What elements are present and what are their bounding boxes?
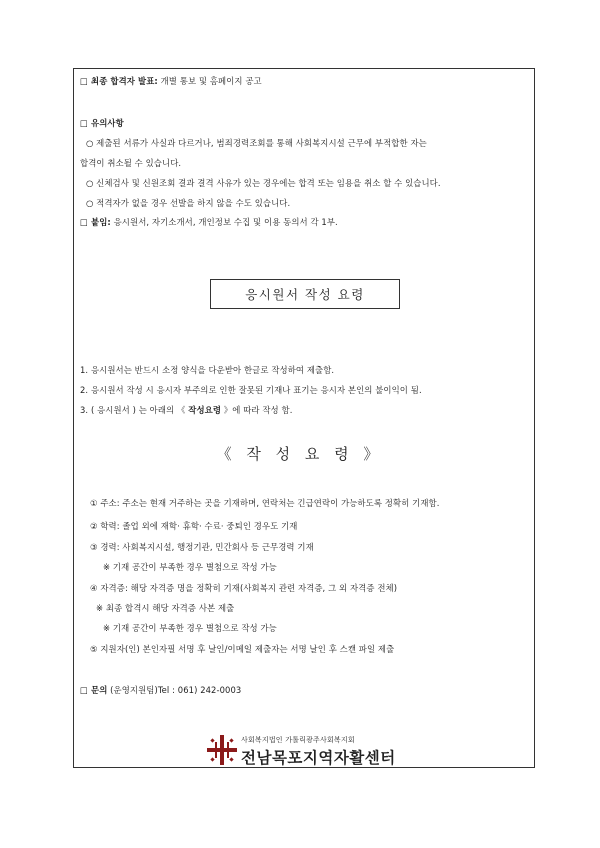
instruction-3 [80,404,292,416]
organization-logo [205,733,415,769]
document-frame [73,68,535,768]
logo-name: 전남목포지역자활센터 [241,749,396,767]
instruction-3-bold: 작성요령 [188,405,222,415]
item-3-note: ※ 기재 공간이 부족한 경우 별첨으로 작성 가능 [103,562,277,572]
instruction-3-post: 》에 따라 작성 함. [221,405,293,415]
note-2: ○ 신체검사 및 신원조회 결과 결격 사유가 있는 경우에는 합격 또는 임용을 취소 할 수 있습니다. [86,178,441,188]
announcement-line [80,75,262,87]
item-1: ① 주소: 주소는 현재 거주하는 곳을 기재하며, 연락처는 긴급연락이 가능하도록 정확히 기재함. [90,498,440,508]
logo-subtitle: 사회복지법인 가톨릭광주사회복지회 [241,736,355,744]
announcement-text: 개별 통보 및 홈페이지 공고 [157,76,262,86]
notes-header: □ 유의사항 [80,118,124,128]
item-4-note-1: ※ 최종 합격시 해당 자격증 사본 제출 [96,603,235,613]
note-3: ○ 적격자가 없을 경우 선발을 하지 않을 수도 있습니다. [86,198,291,208]
guide-title: 《 작 성 요 령 》 [216,445,384,463]
note-1-cont: 합격이 취소될 수 있습니다. [80,158,182,168]
item-5: ⑤ 지원자(인) 본인자필 서명 후 날인/이메일 제출자는 서명 날인 후 스캔 파일 제출 [90,644,395,654]
note-1: ○ 제출된 서류가 사실과 다르거나, 범죄경력조회를 통해 사회복지시설 근무에 부적합한 자는 [86,138,427,148]
contact-line [80,684,241,696]
instruction-3-pre: 3. ( 응시원서 ) 는 아래의 《 [80,405,189,415]
attachment-label: □ 붙임: [80,217,111,227]
item-4: ④ 자격증: 해당 자격증 명을 정확히 기재(사회복지 관련 자격증, 그 외 자격증 전체) [90,583,398,593]
instruction-1: 1. 응시원서는 반드시 소정 양식을 다운받아 한글로 작성하여 제출함. [80,365,335,375]
item-2: ② 학력: 졸업 외에 재학· 휴학· 수료· 중퇴인 경우도 기재 [90,521,298,531]
contact-label: □ 문의 [80,685,108,695]
item-3: ③ 경력: 사회복지시설, 행정기관, 민간회사 등 근무경력 기재 [90,542,314,552]
instruction-2: 2. 응시원서 작성 시 응시자 부주의로 인한 잘못된 기재나 표기는 응시자 본인의 불이익이 됨. [80,385,422,395]
item-4-note-2: ※ 기재 공간이 부족한 경우 별첨으로 작성 가능 [103,623,277,633]
announcement-label: □ 최종 합격자 발표: [80,76,158,86]
contact-text: (운영지원팀)Tel : 061) 242-0003 [107,685,242,695]
attachment-line [80,216,338,228]
section-box-title: 응시원서 작성 요령 [210,279,400,309]
cross-logo-icon [205,733,239,767]
attachment-text: 응시원서, 자기소개서, 개인정보 수집 및 이용 동의서 각 1부. [110,217,338,227]
